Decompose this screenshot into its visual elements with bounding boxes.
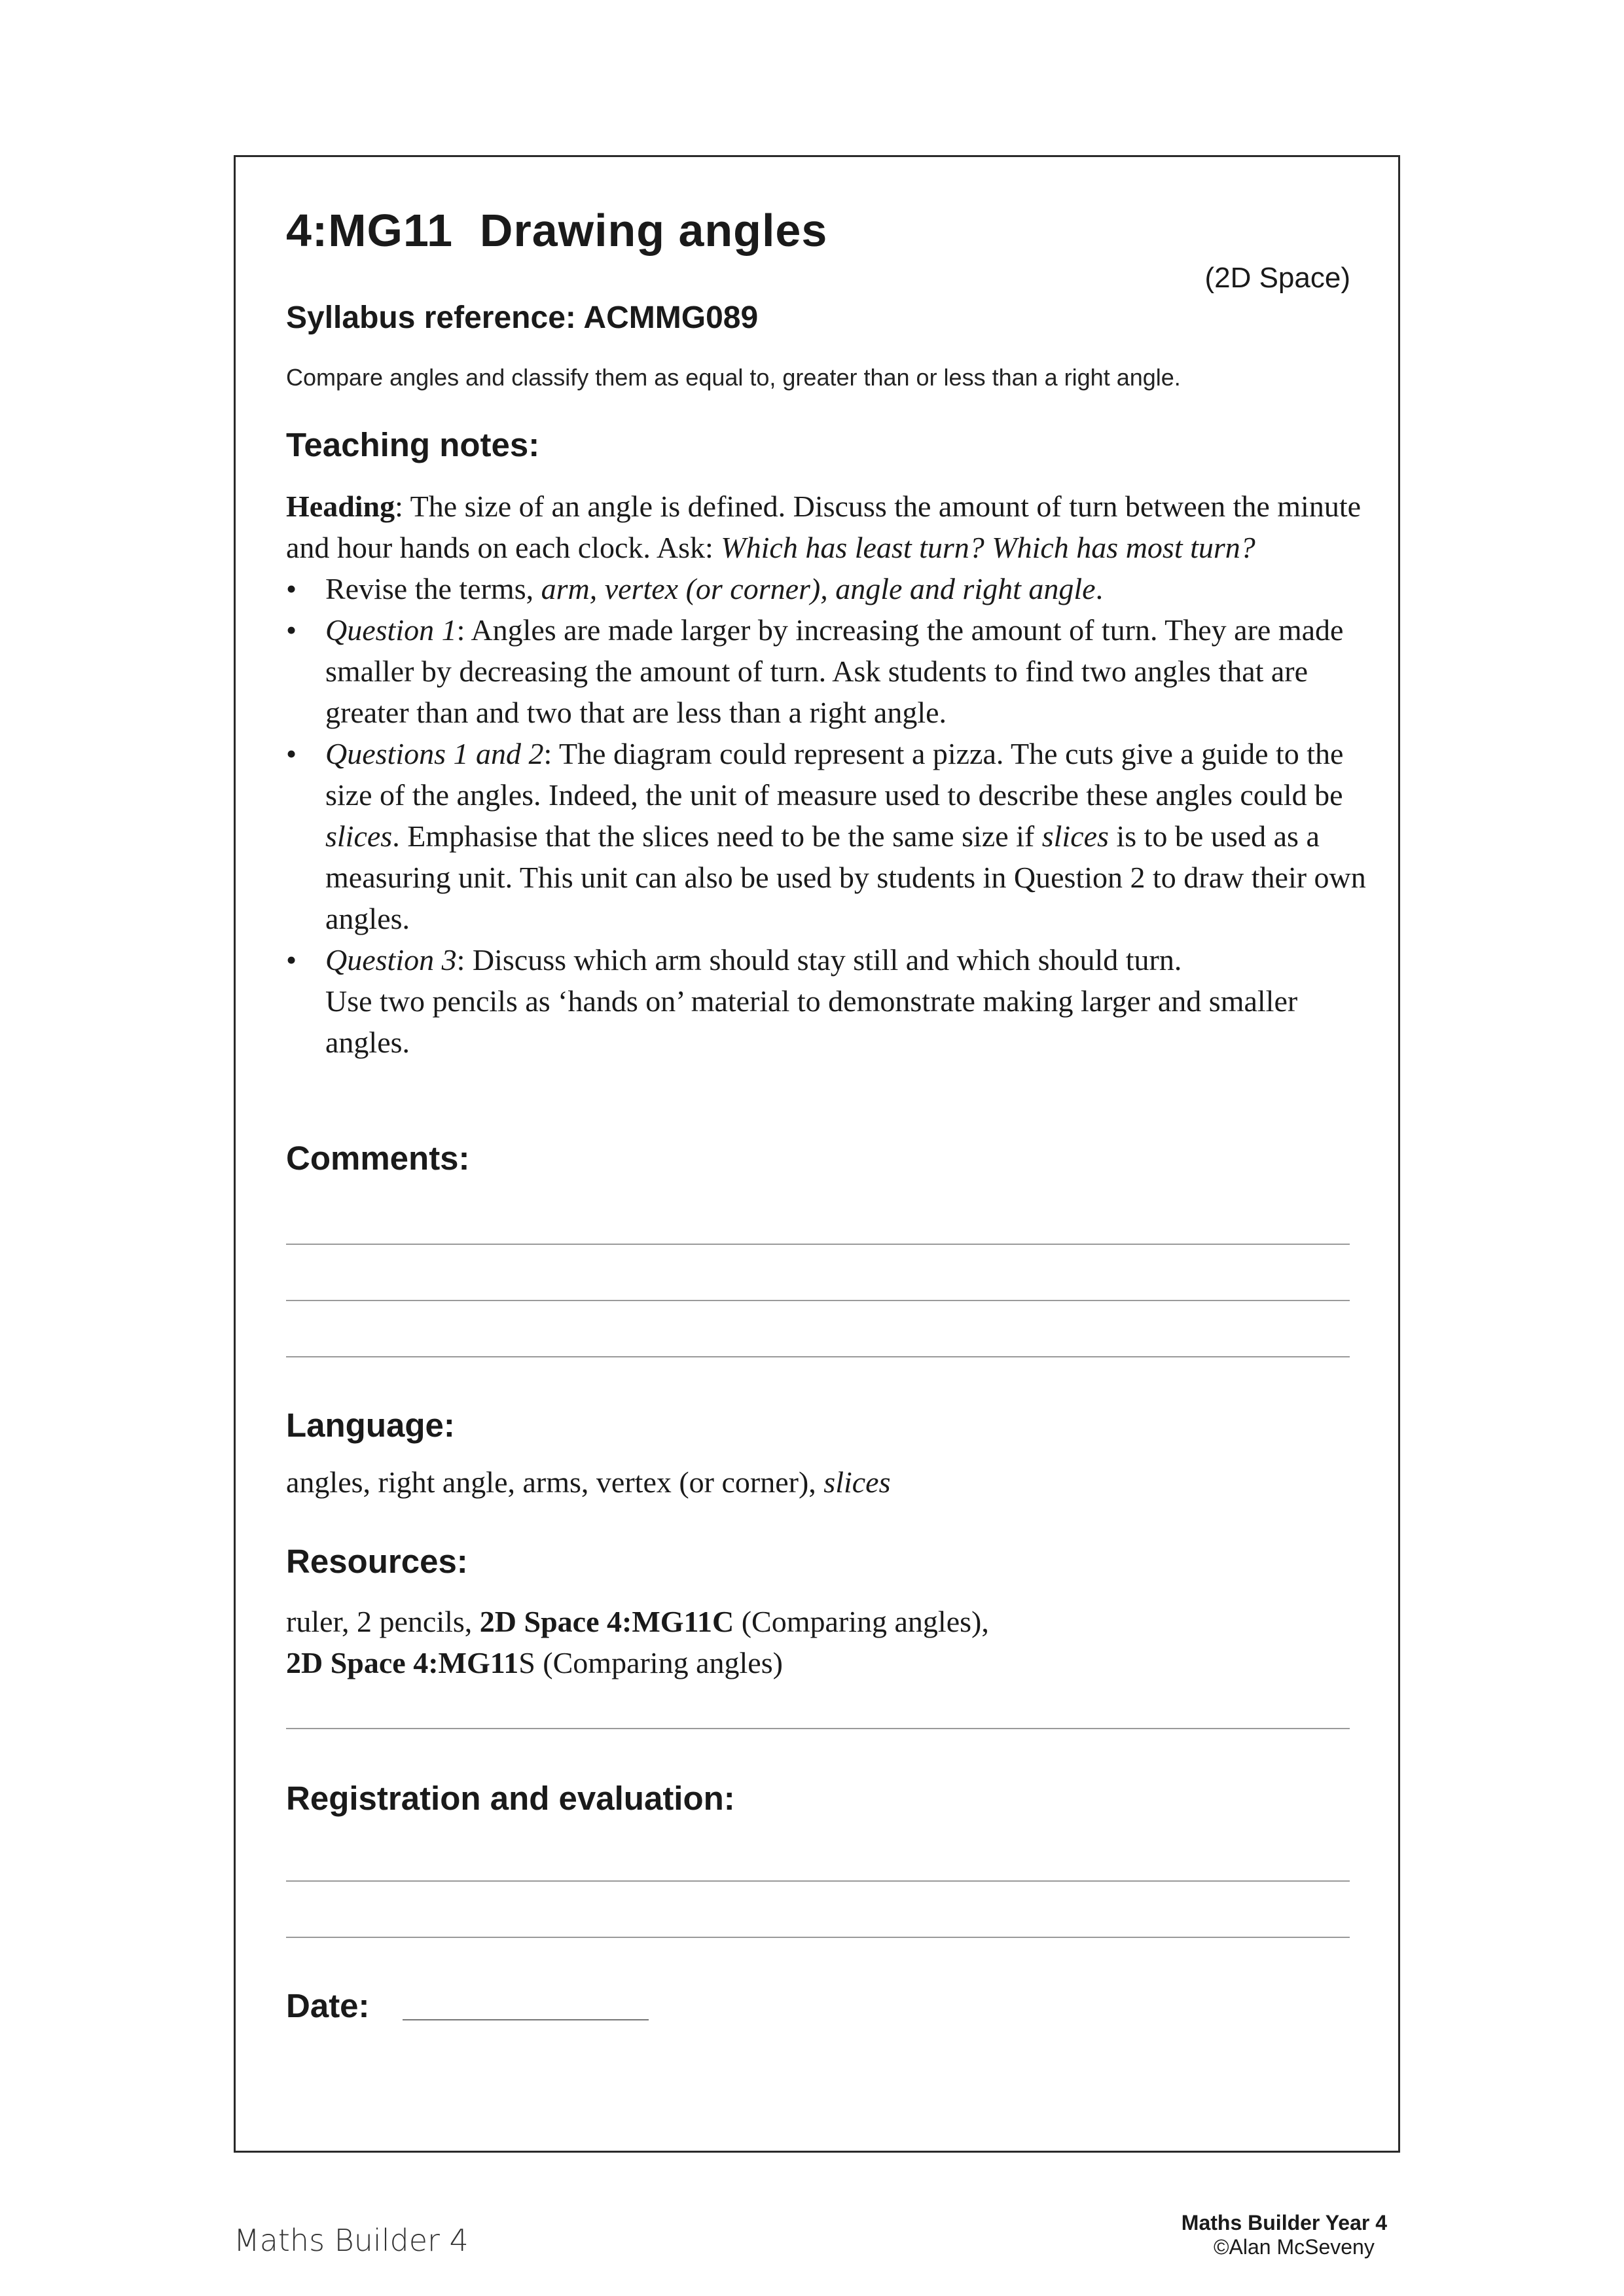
- date-label: Date:: [286, 1987, 370, 2024]
- resources-heading: Resources:: [286, 1543, 468, 1580]
- notes-list: [286, 568, 1366, 1063]
- list-item: • Question 1: Angles are made larger by increasing the amount of turn. They are made smaller by decreasing the amount of turn. Ask students to find two angles that are greater than and two that are less than a right angle.: [286, 609, 1366, 733]
- resources-divider: [286, 1728, 1350, 1729]
- lesson-title: Drawing angles: [479, 205, 828, 256]
- list-item: • Questions 1 and 2: The diagram could represent a pizza. The cuts give a guide to the size of the angles. Indeed, the unit of measure used to describe these angles could be slices. Emphasise that the slices need to be the same size if slices is to be used as a measuring unit. This unit can also be used by students in Question 2 to draw their own angles.: [286, 733, 1366, 939]
- page-title: [286, 204, 827, 257]
- language-text: angles, right angle, arms, vertex (or corner), slices: [286, 1465, 891, 1499]
- footer-book-title: Maths Builder 4: [234, 2223, 469, 2258]
- resources-line-2: 2D Space 4:MG11S (Comparing angles): [286, 1646, 783, 1679]
- footer-copyright: ©Alan McSeveny: [1213, 2235, 1375, 2259]
- comments-heading: Comments:: [286, 1139, 470, 1177]
- outcome-text: Compare angles and classify them as equal to, greater than or less than a right angle.: [286, 364, 1181, 391]
- registration-heading: Registration and evaluation:: [286, 1780, 735, 1817]
- registration-line-1[interactable]: [286, 1880, 1350, 1882]
- footer-credits: [1182, 2211, 1387, 2259]
- list-item: • Question 3: Discuss which arm should stay still and which should turn. Use two pencils as ‘hands on’ material to demonstrate making larger and smaller angles.: [286, 939, 1366, 1063]
- teaching-notes-heading: Teaching notes:: [286, 426, 540, 463]
- notes-intro: Heading: The size of an angle is defined. Discuss the amount of turn between the minute and hour hands on each clock. Ask: Which has least turn? Which has most turn?: [286, 490, 1362, 564]
- strand-label: (2D Space): [1204, 262, 1350, 294]
- language-heading: Language:: [286, 1407, 455, 1444]
- list-item: • Revise the terms, arm, vertex (or corner), angle and right angle.: [286, 568, 1366, 609]
- syllabus-reference: Syllabus reference: ACMMG089: [286, 300, 759, 335]
- comments-line-2[interactable]: [286, 1300, 1350, 1301]
- footer-series: Maths Builder Year 4: [1181, 2211, 1387, 2234]
- date-field-line[interactable]: [403, 2019, 649, 2020]
- resources-text: [286, 1601, 989, 1683]
- comments-line-3[interactable]: [286, 1356, 1350, 1357]
- resources-line-1: ruler, 2 pencils, 2D Space 4:MG11C (Comparing angles),: [286, 1605, 989, 1638]
- comments-line-1[interactable]: [286, 1244, 1350, 1245]
- lesson-code: 4:MG11: [286, 205, 453, 256]
- registration-line-2[interactable]: [286, 1937, 1350, 1938]
- teaching-notes-body: [286, 486, 1366, 1063]
